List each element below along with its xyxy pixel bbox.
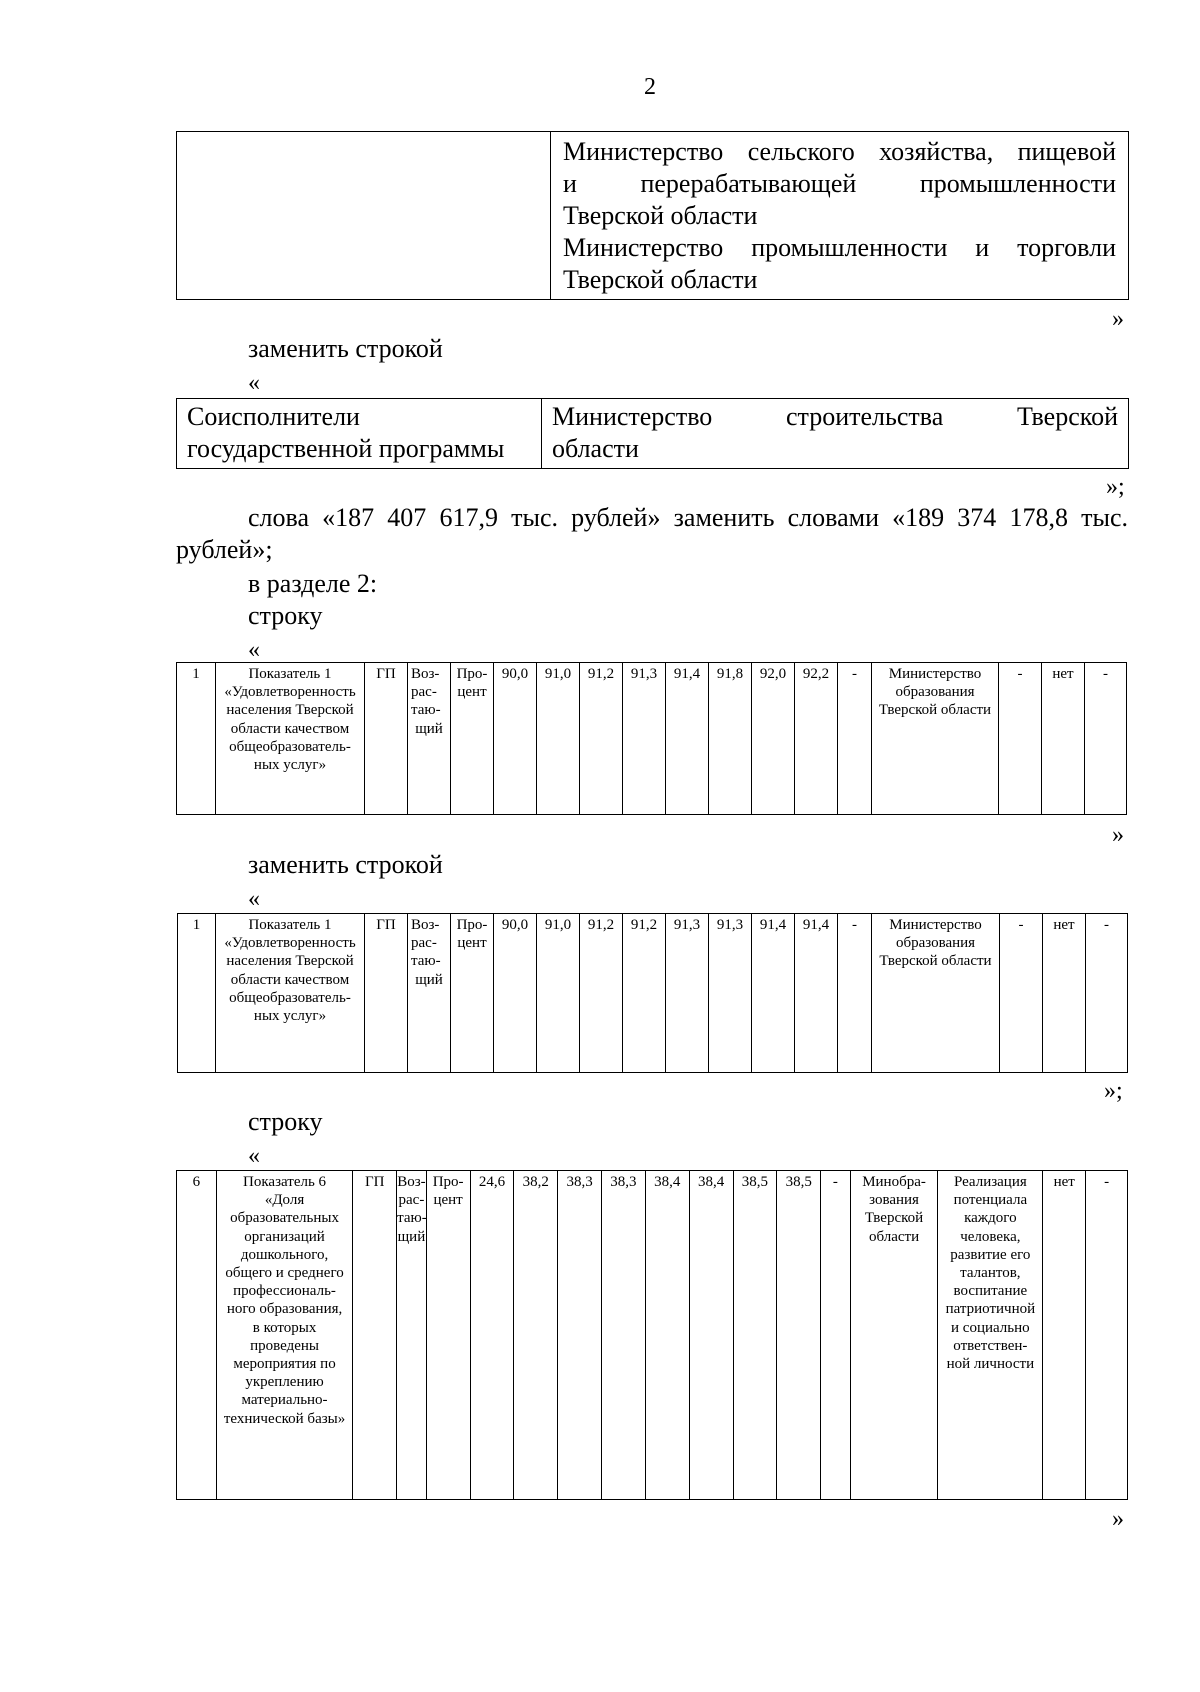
value-cell: 91,2 [623, 914, 666, 1073]
closing-quote: » [1112, 822, 1124, 848]
responsible-line: Тверской области [878, 702, 992, 719]
indicator-line: области качеством [230, 720, 350, 737]
opening-quote: « [248, 886, 260, 912]
unit-line: цент [457, 935, 487, 952]
responsible-line: образования [895, 935, 976, 952]
responsible-line: образования [895, 684, 975, 701]
value-cell: 91,3 [709, 914, 752, 1073]
value-cell: 92,0 [752, 663, 795, 815]
value-cell: 38,3 [602, 1171, 646, 1500]
flag-cell: нет [1043, 914, 1086, 1073]
indicator-unit [426, 1171, 470, 1500]
paragraph-line: рублей»; [176, 535, 273, 564]
value-cell: 91,8 [709, 663, 752, 815]
coexecutors-label-line: Соисполнители [187, 402, 360, 431]
indicator-line: организаций [244, 1228, 325, 1245]
indicator-line: дошкольного, [240, 1246, 329, 1263]
section-label: в разделе 2: [248, 569, 378, 598]
dash-cell: - [1086, 1171, 1128, 1500]
dash-cell: - [838, 663, 872, 815]
dash-cell: - [821, 1171, 851, 1500]
responsible-line: Минобра- [862, 1174, 926, 1190]
indicator-line: «Удовлетворенность [224, 935, 356, 952]
indicator-line: «Доля [264, 1192, 305, 1209]
indicator-line: ных услуг» [253, 1008, 327, 1025]
indicator-name [216, 663, 365, 815]
value-cell: 91,3 [666, 914, 709, 1073]
indicator-line: в которых [252, 1319, 317, 1336]
indicator-line: образовательных [230, 1210, 339, 1227]
indicator-line: технической базы» [223, 1410, 346, 1427]
replace-label: заменить строкой [248, 334, 443, 363]
responsible-line: зования [869, 1192, 919, 1209]
value-cell: 38,5 [777, 1171, 821, 1500]
empty-left-cell [177, 132, 551, 300]
goal-line: и социально [951, 1319, 1030, 1336]
goal-line: каждого [964, 1210, 1017, 1227]
value-cell: 91,0 [537, 663, 580, 815]
coexecutors-label-cell [177, 399, 542, 469]
direction-line: рас- [411, 684, 437, 701]
indicator-line: ных услуг» [253, 757, 327, 774]
ministry-line: и перерабатывающей промышленности [563, 169, 1116, 198]
dash-cell: - [999, 663, 1042, 815]
ministry-line: Министерство строительства Тверской [552, 402, 1118, 431]
value-cell: 90,0 [494, 914, 537, 1073]
value-cell: 92,2 [795, 663, 838, 815]
ministry-construction-cell [542, 399, 1129, 469]
indicator-line: общеобразователь- [229, 738, 351, 755]
indicator-line: мероприятия по [233, 1356, 336, 1373]
indicator-type: ГП [365, 914, 408, 1073]
row-number: 1 [177, 663, 216, 815]
goal-line: развитие его [950, 1246, 1031, 1263]
responsible-line: Министерство [888, 666, 982, 682]
value-cell: 90,0 [494, 663, 537, 815]
goal-line: Реализация [953, 1174, 1027, 1190]
indicator-direction [408, 663, 451, 815]
opening-quote: « [248, 637, 260, 663]
replace-label: заменить строкой [248, 850, 443, 879]
responsible-line: Министерство [889, 917, 982, 933]
unit-line: цент [433, 1192, 463, 1209]
ministry-line: Министерство сельского хозяйства, пищевой [563, 137, 1116, 166]
opening-quote: « [248, 1143, 260, 1169]
responsible-cell [872, 914, 1000, 1073]
indicator-type: ГП [353, 1171, 397, 1500]
closing-quote: »; [1104, 1078, 1123, 1104]
ministry-line: Тверской области [563, 265, 758, 294]
value-cell: 91,2 [580, 663, 623, 815]
goal-line: ной личности [946, 1356, 1035, 1373]
row-label: строку [248, 1107, 323, 1136]
paragraph-line: слова «187 407 617,9 тыс. рублей» заменить словами «189 374 178,8 тыс. [248, 503, 1128, 532]
goal-line: патриотичной [945, 1301, 1036, 1318]
responsible-cell [872, 663, 999, 815]
indicator-6-table [176, 1170, 1128, 1500]
value-cell: 38,4 [645, 1171, 689, 1500]
direction-line: щий [415, 971, 443, 988]
table-row [178, 914, 1128, 1073]
direction-line: Воз- [411, 917, 440, 933]
table-row [177, 1171, 1128, 1500]
value-cell: 91,2 [580, 914, 623, 1073]
value-cell: 38,2 [514, 1171, 558, 1500]
value-cell: 91,4 [795, 914, 838, 1073]
direction-line: таю- [411, 953, 441, 970]
responsible-line: области [868, 1228, 920, 1245]
indicator-line: области качеством [230, 971, 350, 988]
ministries-cell [551, 132, 1129, 300]
direction-line: таю- [411, 702, 441, 719]
indicator-line: материально- [241, 1392, 328, 1409]
indicator-name [216, 1171, 353, 1500]
row-number: 6 [177, 1171, 217, 1500]
direction-line: таю- [397, 1210, 427, 1227]
indicator-name [216, 914, 365, 1073]
responsible-line: Тверской [864, 1210, 924, 1227]
indicator-line: профессиональ- [233, 1283, 336, 1300]
unit-line: Про- [432, 1174, 464, 1190]
dash-cell: - [1000, 914, 1043, 1073]
goal-line: ответствен- [953, 1337, 1028, 1354]
indicator-unit [451, 663, 494, 815]
indicator-line: населения Тверской [226, 702, 354, 719]
indicator-line: укреплению [245, 1374, 324, 1391]
indicator-1-old-table [176, 662, 1127, 815]
coexecutors-label-line: государственной программы [187, 434, 505, 463]
indicator-line: общего и среднего [225, 1265, 344, 1282]
goal-line: человека, [960, 1228, 1021, 1245]
value-cell: 38,4 [689, 1171, 733, 1500]
indicator-line: ного образования, [226, 1301, 343, 1318]
coexecutors-table-old [176, 131, 1129, 300]
goal-line: талантов, [960, 1265, 1021, 1282]
indicator-1-new-table [177, 913, 1128, 1073]
value-cell: 91,0 [537, 914, 580, 1073]
indicator-line: Показатель 6 [243, 1174, 327, 1190]
indicator-type: ГП [365, 663, 408, 815]
unit-line: цент [457, 684, 487, 701]
value-cell: 91,4 [752, 914, 795, 1073]
value-cell: 38,3 [558, 1171, 602, 1500]
dash-cell: - [1085, 663, 1127, 815]
direction-line: щий [415, 720, 443, 737]
row-label: строку [248, 601, 323, 630]
responsible-cell [850, 1171, 938, 1500]
indicator-line: Показатель 1 [248, 917, 332, 933]
opening-quote: « [248, 370, 260, 396]
indicator-line: проведены [250, 1337, 319, 1354]
direction-line: рас- [398, 1192, 425, 1209]
dash-cell: - [1086, 914, 1128, 1073]
value-cell: 38,5 [733, 1171, 777, 1500]
closing-quote: » [1112, 306, 1124, 332]
flag-cell: нет [1043, 1171, 1086, 1500]
ministry-line: области [552, 434, 639, 463]
ministry-line: Тверской области [563, 201, 758, 230]
closing-quote: » [1112, 1506, 1124, 1532]
page-number: 2 [644, 74, 656, 100]
value-cell: 91,3 [623, 663, 666, 815]
goal-line: воспитание [953, 1283, 1028, 1300]
indicator-direction [397, 1171, 427, 1500]
value-cell: 91,4 [666, 663, 709, 815]
direction-line: Воз- [411, 666, 440, 682]
unit-line: Про- [456, 666, 488, 682]
responsible-line: Тверской области [879, 953, 992, 970]
dash-cell: - [838, 914, 872, 1073]
ministry-line: Министерство промышленности и торговли [563, 233, 1116, 262]
indicator-line: общеобразователь- [229, 989, 351, 1006]
indicator-direction [408, 914, 451, 1073]
indicator-line: Показатель 1 [248, 666, 332, 682]
unit-line: Про- [456, 917, 488, 933]
direction-line: щий [397, 1228, 426, 1245]
direction-line: рас- [411, 935, 437, 952]
indicator-unit [451, 914, 494, 1073]
indicator-line: «Удовлетворенность [224, 684, 356, 701]
direction-line: Воз- [397, 1174, 426, 1190]
indicator-line: населения Тверской [226, 953, 354, 970]
value-cell: 24,6 [470, 1171, 514, 1500]
row-number: 1 [178, 914, 216, 1073]
goal-cell [938, 1171, 1043, 1500]
goal-line: потенциала [953, 1192, 1028, 1209]
coexecutors-table-new [176, 398, 1129, 469]
closing-quote: »; [1106, 474, 1125, 500]
flag-cell: нет [1042, 663, 1085, 815]
table-row [177, 663, 1127, 815]
